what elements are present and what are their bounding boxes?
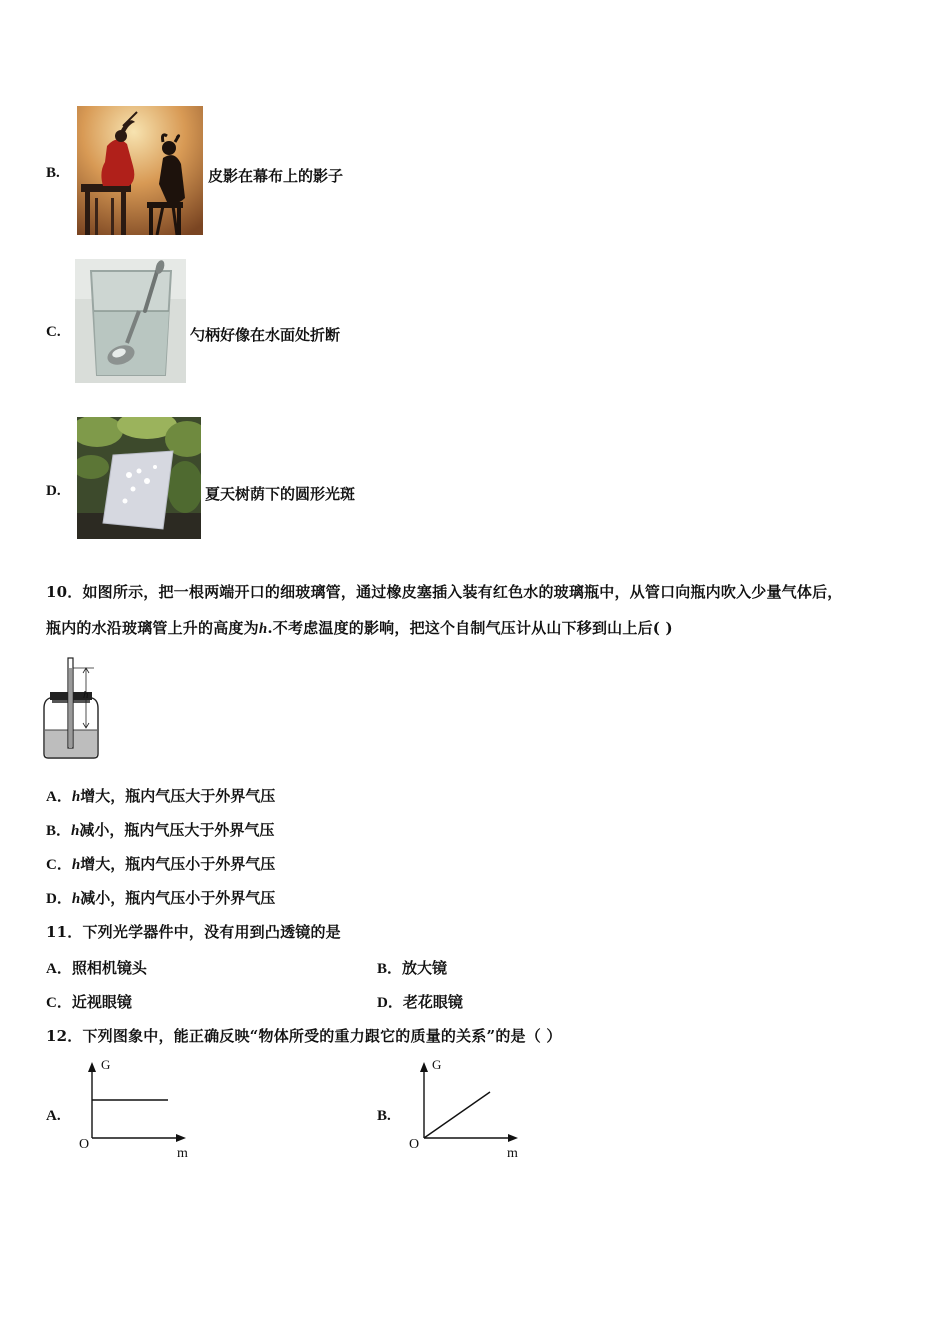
option-text: 勺柄好像在水面处折断 — [190, 326, 341, 344]
option-text: 皮影在幕布上的影子 — [208, 167, 344, 185]
barometer-diagram — [40, 656, 102, 760]
shadow-puppet-photo — [77, 106, 203, 235]
graph-b-origin: O — [409, 1137, 420, 1152]
graph-a-plot — [76, 1058, 196, 1158]
option-letter: B. — [377, 1108, 391, 1124]
question-12-stem: 12．下列图象中，能正确反映“物体所受的重力跟它的质量的关系”的是（ ） — [46, 1027, 562, 1045]
option-text: 夏天树荫下的圆形光斑 — [205, 485, 356, 503]
question-10-stem-line2: 瓶内的水沿玻璃管上升的高度为h.不考虑温度的影响，把这个自制气压计从山下移到山上后( ) — [46, 619, 673, 637]
graph-b-y-label: G — [432, 1057, 442, 1072]
question-11-stem: 11．下列光学器件中，没有用到凸透镜的是 — [46, 923, 341, 941]
question-10-stem-line1: 10．如图所示，把一根两端开口的细玻璃管，通过橡皮塞插入装有红色水的玻璃瓶中，从管口向瓶内吹入少量气体后， — [46, 583, 843, 601]
q11-option-b[interactable]: B．放大镜 — [377, 959, 448, 977]
q11-option-a[interactable]: A．照相机镜头 — [46, 959, 147, 977]
tree-shade-light-spots-photo — [77, 417, 201, 539]
graph-a-x-label: m — [177, 1146, 188, 1161]
graph-a-y-label: G — [101, 1057, 111, 1072]
graph-b-x-label: m — [507, 1146, 518, 1161]
option-letter: A. — [46, 1108, 61, 1124]
graph-b-line — [424, 1092, 490, 1138]
q10-option-b[interactable]: B．h减小，瓶内气压大于外界气压 — [46, 821, 275, 839]
q10-option-a[interactable]: A．h增大，瓶内气压大于外界气压 — [46, 787, 276, 805]
diagram-h-label: h — [83, 689, 89, 701]
option-letter: B. — [46, 165, 60, 181]
graph-b-plot — [408, 1058, 528, 1158]
option-letter: D. — [46, 483, 61, 499]
q11-option-c[interactable]: C．近视眼镜 — [46, 993, 132, 1011]
q10-option-c[interactable]: C．h增大，瓶内气压小于外界气压 — [46, 855, 276, 873]
graph-a-origin: O — [79, 1137, 90, 1152]
option-letter: C. — [46, 324, 61, 340]
q11-option-d[interactable]: D．老花眼镜 — [377, 993, 463, 1011]
q10-option-d[interactable]: D．h减小，瓶内气压小于外界气压 — [46, 889, 276, 907]
spoon-in-water-photo — [75, 259, 186, 383]
